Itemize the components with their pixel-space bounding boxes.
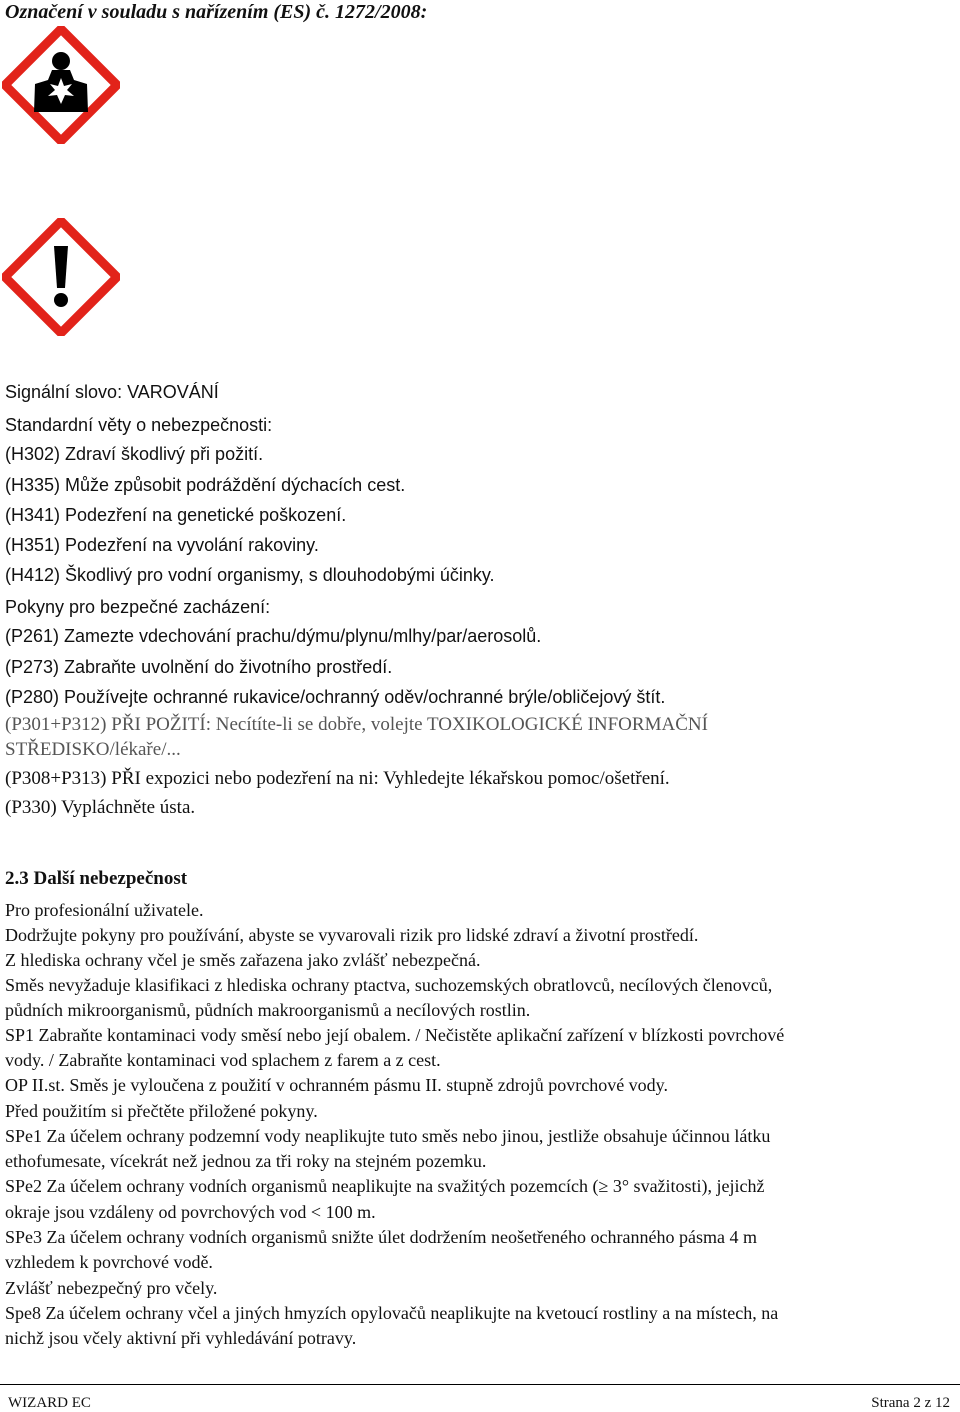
paragraph-line: Směs nevyžaduje klasifikaci z hlediska ochrany ptactva, suchozemských obratlovců, necílových členovců, (5, 975, 773, 995)
hazard-statement: (H302) Zdraví škodlivý při požití. (5, 444, 264, 464)
paragraph-line: Spe8 Za účelem ochrany včel a jiných hmyzích opylovačů neaplikujte na kvetoucí rostliny a na místech, na (5, 1303, 779, 1323)
paragraph-line: SP1 Zabraňte kontaminaci vody směsí nebo její obalem. / Nečistěte aplikační zařízení v blízkosti povrchové (5, 1025, 785, 1045)
hazard-statement: (H351) Podezření na vyvolání rakoviny. (5, 535, 319, 555)
paragraph-line: ethofumesate, vícekrát než jednou za tři roky na stejném pozemku. (5, 1151, 487, 1171)
hazard-statement: (H335) Může způsobit podráždění dýchacích cest. (5, 475, 406, 495)
paragraph-line: vody. / Zabraňte kontaminaci vod splachem z farem a z cest. (5, 1050, 441, 1070)
precaution-statement: STŘEDISKO/lékaře/... (5, 739, 181, 760)
paragraph-line: nichž jsou včely aktivní při vyhledávání potravy. (5, 1328, 357, 1348)
paragraph-line: půdních mikroorganismů, půdních makroorganismů a necílových rostlin. (5, 1000, 531, 1020)
paragraph-line: Z hlediska ochrany včel je směs zařazena jako zvlášť nebezpečná. (5, 950, 481, 970)
page-title: Označení v souladu s nařízením (ES) č. 1272/2008: (5, 1, 428, 23)
precaution-statement: (P301+P312) PŘI POŽITÍ: Necítíte-li se dobře, volejte TOXIKOLOGICKÉ INFORMAČNÍ (5, 714, 708, 735)
precaution-statement: (P308+P313) PŘI expozici nebo podezření na ni: Vyhledejte lékařskou pomoc/ošetření. (5, 768, 670, 789)
precaution-statement: (P330) Vypláchněte ústa. (5, 797, 196, 818)
precaution-statement: (P280) Používejte ochranné rukavice/ochranný oděv/ochranné brýle/obličejový štít. (5, 687, 666, 707)
precaution-heading: Pokyny pro bezpečné zacházení: (5, 597, 271, 617)
section-heading: 2.3 Další nebezpečnost (5, 868, 188, 889)
paragraph-line: Před použitím si přečtěte přiložené pokyny. (5, 1101, 318, 1121)
paragraph-line: Zvlášť nebezpečný pro včely. (5, 1278, 218, 1298)
ghs08-health-hazard-icon (2, 26, 120, 144)
hazard-statement: (H341) Podezření na genetické poškození. (5, 505, 347, 525)
ghs07-exclamation-mark-icon (2, 218, 120, 336)
footer-page-number: Strana 2 z 12 (871, 1395, 950, 1411)
paragraph-line: Dodržujte pokyny pro používání, abyste se vyvarovali rizik pro lidské zdraví a životní prostředí. (5, 925, 699, 945)
precaution-statement: (P261) Zamezte vdechování prachu/dýmu/plynu/mlhy/par/aerosolů. (5, 626, 542, 646)
paragraph-line: Pro profesionální uživatele. (5, 900, 204, 920)
precaution-statement: (P273) Zabraňte uvolnění do životního prostředí. (5, 657, 393, 677)
signal-word: Signální slovo: VAROVÁNÍ (5, 382, 219, 402)
hazard-statement: (H412) Škodlivý pro vodní organismy, s dlouhodobými účinky. (5, 565, 495, 585)
paragraph-line: SPe1 Za účelem ochrany podzemní vody neaplikujte tuto směs nebo jinou, jestliže obsahuje účinnou látku (5, 1126, 771, 1146)
paragraph-line: SPe2 Za účelem ochrany vodních organismů neaplikujte na svažitých pozemcích (≥ 3° svažitosti), jejichž (5, 1176, 765, 1196)
paragraph-line: vzhledem k povrchové vodě. (5, 1252, 213, 1272)
paragraph-line: OP II.st. Směs je vyloučena z použití v ochranném pásmu II. stupně zdrojů povrchové vody. (5, 1075, 669, 1095)
paragraph-line: okraje jsou vzdáleny od povrchových vod < 100 m. (5, 1202, 376, 1222)
footer-divider (0, 1384, 960, 1385)
paragraph-line: SPe3 Za účelem ochrany vodních organismů snižte úlet dodržením neošetřeného ochranného pásma 4 m (5, 1227, 757, 1247)
footer-product-name: WIZARD EC (8, 1395, 91, 1411)
hazard-heading: Standardní věty o nebezpečnosti: (5, 415, 273, 435)
